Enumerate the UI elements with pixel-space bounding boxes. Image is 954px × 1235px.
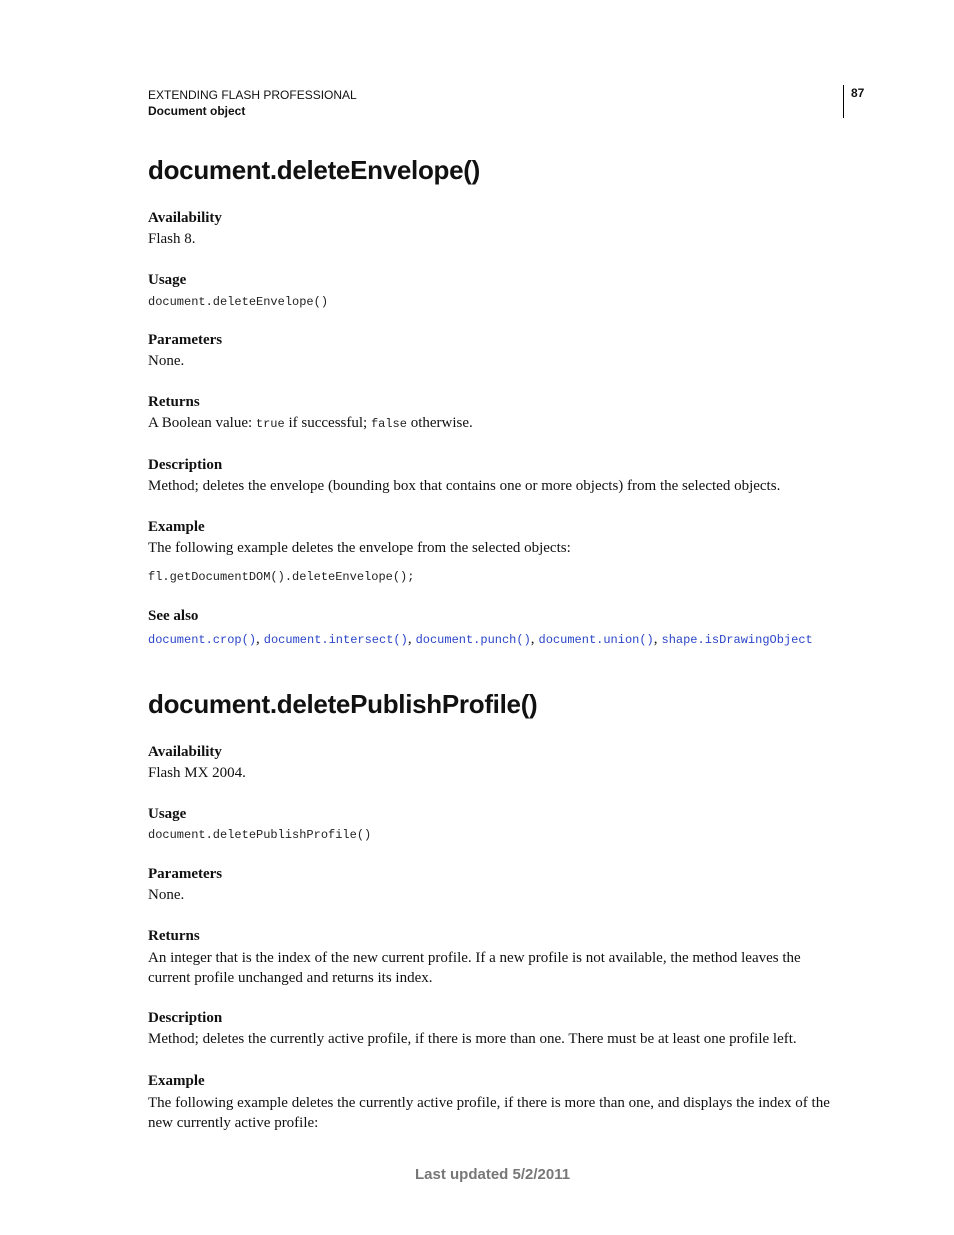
see-also-separator: , — [653, 631, 658, 647]
usage-code: document.deleteEnvelope() — [148, 295, 329, 309]
usage-label: Usage — [148, 272, 187, 288]
running-header-title: EXTENDING FLASH PROFESSIONAL — [148, 88, 357, 102]
see-also-link-union[interactable]: document.union() — [538, 633, 654, 647]
returns-label: Returns — [148, 394, 200, 410]
availability-label: Availability — [148, 744, 222, 760]
availability-value: Flash 8. — [148, 231, 196, 247]
availability-label: Availability — [148, 210, 222, 226]
description-label: Description — [148, 1010, 223, 1026]
example-code: fl.getDocumentDOM().deleteEnvelope(); — [148, 570, 415, 584]
running-header-chapter: Document object — [148, 104, 246, 118]
section-title-delete-publish-profile: document.deletePublishProfile() — [148, 689, 538, 719]
returns-false-code: false — [370, 417, 407, 431]
description-text: Method; deletes the currently active profile, if there is more than one. There must be at least one profile left. — [148, 1031, 797, 1047]
returns-mid: if successful; — [284, 415, 371, 431]
parameters-value: None. — [148, 353, 185, 369]
see-also-link-crop[interactable]: document.crop() — [148, 633, 257, 647]
see-also-link-punch[interactable]: document.punch() — [415, 633, 531, 647]
see-also-link-is-drawing-object[interactable]: shape.isDrawingObject — [661, 633, 813, 647]
usage-code: document.deletePublishProfile() — [148, 828, 372, 842]
description-label: Description — [148, 457, 223, 473]
example-label: Example — [148, 519, 205, 535]
returns-text — [148, 415, 473, 432]
header-divider — [843, 85, 844, 118]
see-also-label: See also — [148, 608, 199, 624]
returns-text: An integer that is the index of the new current profile. If a new profile is not available, the method leaves the current profile unchanged and returns its index. — [148, 950, 801, 986]
parameters-label: Parameters — [148, 332, 223, 348]
see-also-separator: , — [407, 631, 412, 647]
returns-label: Returns — [148, 928, 200, 944]
see-also-separator: , — [530, 631, 535, 647]
example-text: The following example deletes the envelope from the selected objects: — [148, 540, 571, 556]
example-text: The following example deletes the currently active profile, if there is more than one, and displays the index of the new currently active profile: — [148, 1095, 830, 1131]
availability-value: Flash MX 2004. — [148, 765, 246, 781]
see-also-separator: , — [256, 631, 260, 647]
description-text: Method; deletes the envelope (bounding box that contains one or more objects) from the selected objects. — [148, 478, 781, 494]
parameters-value: None. — [148, 887, 185, 903]
page-number: 87 — [851, 86, 865, 100]
returns-suffix: otherwise. — [406, 415, 473, 431]
usage-label: Usage — [148, 806, 187, 822]
see-also-link-intersect[interactable]: document.intersect() — [263, 633, 408, 647]
section-title-delete-envelope: document.deleteEnvelope() — [148, 155, 480, 185]
returns-prefix: A Boolean value: — [148, 415, 256, 431]
parameters-label: Parameters — [148, 866, 223, 882]
returns-true-code: true — [255, 417, 285, 431]
page-footer: Last updated 5/2/2011 — [415, 1166, 571, 1183]
example-label: Example — [148, 1073, 205, 1089]
see-also-links — [148, 630, 813, 648]
